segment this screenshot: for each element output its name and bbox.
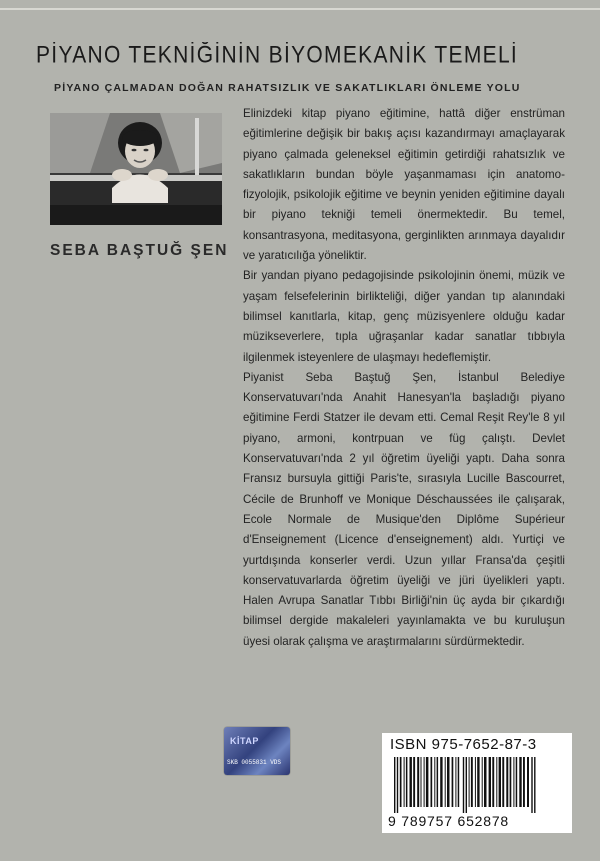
author-photo-illustration: [50, 113, 222, 225]
barcode-bar: [434, 757, 435, 807]
paragraph-intro: Elinizdeki kitap piyano eğitimine, hattâ diğer enstrüman eğitimlerine değişik bir bakış açısı kazandırmayı amaçlayarak piyano çalmada geleneksel eğitimin getirdiği rahatsızlık ve sakatlıkların bundan böyle yaşanmaması için anatomo-fizyolojik, psikolojik eğitime ve beynin yeniden eğitimine dayalı bir piyano tekniği temeli önermektedir. Bu temel, konsantrasyona, meditasyona, gerginlikten arınmaya dayalıdır ve yaratıcılığa yöneliktir.: [243, 107, 565, 263]
barcode-bar: [440, 757, 442, 807]
barcode-bar: [502, 757, 504, 807]
sticker-brand: KİTAP: [230, 736, 259, 746]
isbn-label: ISBN 975-7652-87-3: [390, 736, 537, 753]
barcode-bar: [499, 757, 501, 807]
paragraph-aims: Bir yandan piyano pedagojisinde psikolojinin önemi, müzik ve yaşam felsefelerinin birlikteliği, diğer yandan tıp alanındaki bilimsel kanıtlarla, kitap, genç müzisyenlere olduğu kadar müzikseverlere, tıpla uğraşanlar kadar sanatlar tıbbıyla ilgilenmek isteyenlere de ulaşmayı hedeflemiştir.: [243, 269, 565, 364]
barcode-bar: [458, 757, 460, 807]
author-photo: [50, 113, 222, 225]
barcode-bar: [463, 757, 464, 813]
barcode-bar: [534, 757, 535, 813]
barcode-bar: [431, 757, 433, 807]
barcode-bar: [410, 757, 412, 807]
barcode-bar: [426, 757, 429, 807]
barcode-bar: [475, 757, 476, 807]
barcode-area: [382, 733, 572, 833]
barcode-bar: [513, 757, 514, 807]
barcode-bar: [469, 757, 470, 807]
barcode-bar: [496, 757, 497, 807]
barcode-bar: [527, 757, 529, 807]
back-cover-text: [243, 104, 565, 652]
barcode-bar: [437, 757, 439, 807]
paragraph-biography: Piyanist Seba Baştuğ Şen, İstanbul Belediye Konservatuvarı'nda Anahit Hanesyan'la başladığı piyano eğitimine Ferdi Statzer ile devam etti. Cemal Reşit Rey'le 8 yıl piyano, armoni, kontrpuan ve füg çalıştı. Devlet Konservatuvarı'nda 2 yıl öğretim üyeliği yaptı. Daha sonra Fransız bursuyla gittiği Paris'te, sırasıyla Lucille Bascourret, Cécile de Brunhoff ve Monique Déschaussées ile çalışarak, Ecole Normale de Musique'den Diplôme Supérieur d'Enseignement (Licence d'enseignement) aldı. Yurtiçi ve yurtdışında konserler verdi. Uzun yıllar Fransa'da çeşitli konservatuvarlarda öğretim üyeliği ve jüri üyelikleri yaptı. Halen Avrupa Sanatlar Tıbbı Birliği'nin üç ayda bir çıkardığı bilimsel dergide makaleleri yayınlamakta ve bu kuruluşun üyesi olarak çalışma ve araştırmalarını sürdürmektedir.: [243, 370, 565, 648]
barcode-bar: [489, 757, 491, 807]
barcode-bar: [417, 757, 419, 807]
barcode-bar: [404, 757, 405, 807]
barcode-bar: [519, 757, 521, 807]
hologram-sticker: [224, 727, 290, 775]
barcode-bar: [424, 757, 425, 807]
barcode-bar: [447, 757, 450, 807]
barcode-bar: [471, 757, 473, 807]
barcode-bar: [492, 757, 494, 807]
barcode-bar: [466, 757, 467, 813]
author-name: SEBA BAŞTUĞ ŞEN: [50, 242, 229, 259]
barcode-bar: [523, 757, 525, 807]
barcode-bar: [452, 757, 454, 807]
barcode-bar: [484, 757, 487, 807]
barcode-bar: [397, 757, 398, 813]
barcode-bar: [421, 757, 422, 807]
barcode-bar: [506, 757, 508, 807]
barcode-bar: [531, 757, 532, 813]
book-subtitle: PİYANO ÇALMADAN DOĞAN RAHATSIZLIK VE SAKATLIKLARI ÖNLEME YOLU: [54, 82, 521, 94]
barcode-bar: [406, 757, 408, 807]
book-title: PİYANO TEKNİĞİNİN BİYOMEKANİK TEMELİ: [36, 42, 519, 69]
isbn-number: 9 789757 652878: [388, 813, 509, 829]
barcode-bar: [445, 757, 446, 807]
barcode-bar: [516, 757, 518, 807]
barcode-bars: [392, 757, 564, 813]
barcode-bar: [482, 757, 483, 807]
top-edge-line: [0, 8, 600, 10]
barcode-bar: [413, 757, 415, 807]
barcode-bar: [400, 757, 402, 807]
barcode-bar: [477, 757, 479, 807]
barcode-bar: [394, 757, 395, 813]
sticker-code: SKB 0055831 VDS: [227, 759, 282, 766]
barcode-bar: [510, 757, 512, 807]
barcode-bar: [455, 757, 456, 807]
